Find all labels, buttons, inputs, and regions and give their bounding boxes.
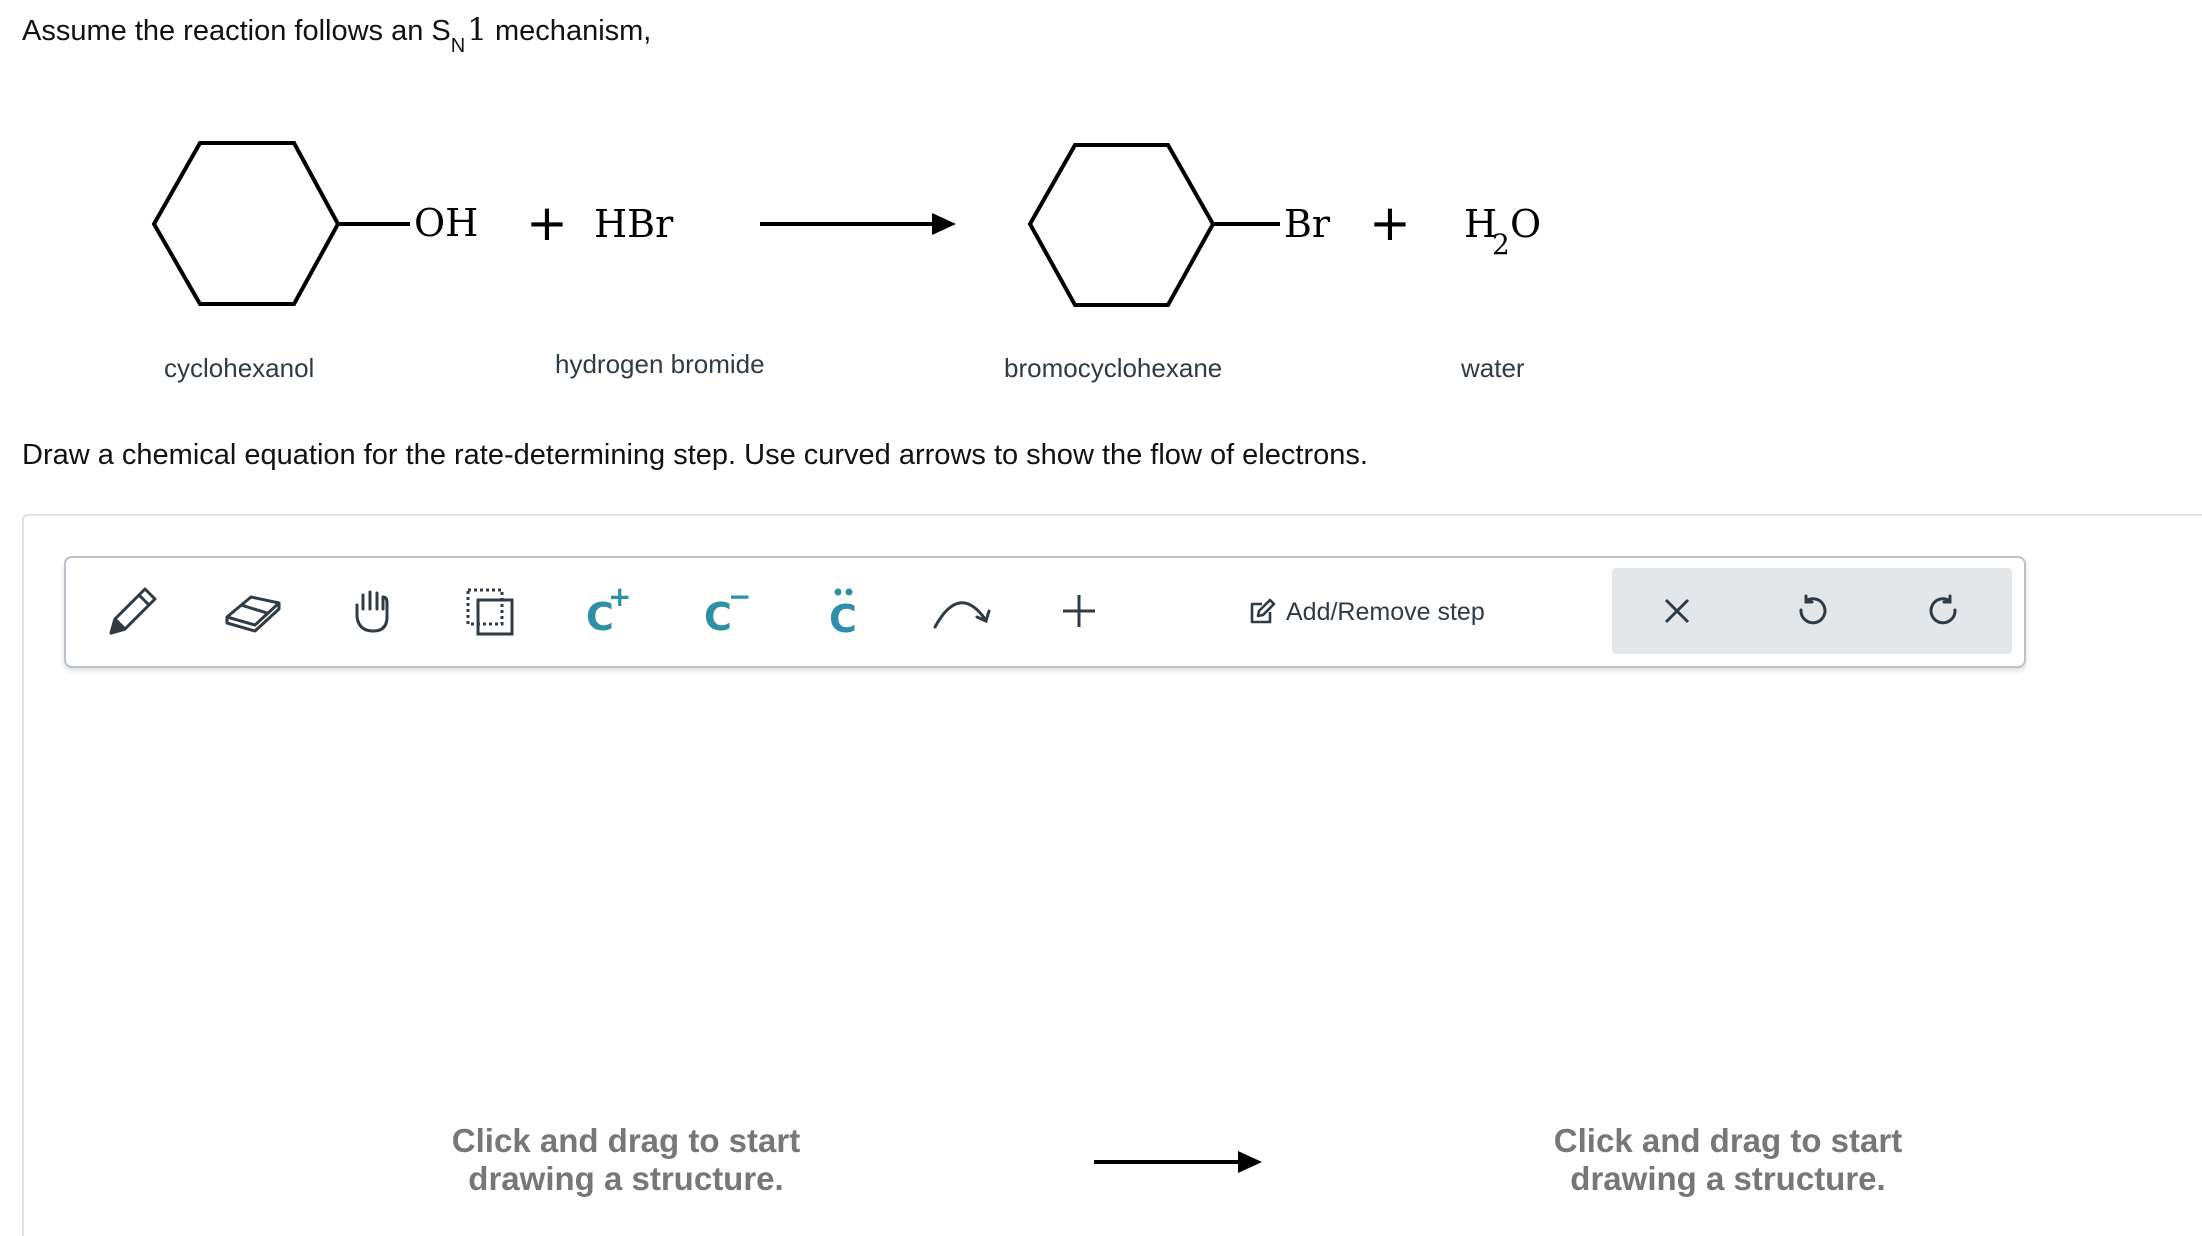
left-structure-area[interactable] <box>406 1122 846 1198</box>
redo-icon <box>1928 594 1962 628</box>
anion-icon <box>698 580 752 639</box>
right-prompt-line2: drawing a structure. <box>1570 1160 1886 1197</box>
plus-tool[interactable] <box>1044 576 1114 646</box>
water-formula <box>1464 202 1541 261</box>
bromocyclohexane-structure <box>1030 145 1280 305</box>
hand-tool[interactable] <box>336 576 406 646</box>
label-bromocyclohexane: bromocyclohexane <box>1004 353 1223 383</box>
action-group <box>1612 568 2012 654</box>
reaction-arrow <box>760 213 956 235</box>
add-remove-step-button[interactable] <box>1248 584 1485 640</box>
water-h: H <box>1464 202 1498 246</box>
lone-pair-glyph: C <box>829 597 857 641</box>
undo-button[interactable] <box>1776 576 1846 646</box>
eraser-icon <box>223 589 283 633</box>
right-structure-area[interactable] <box>1508 1122 1948 1198</box>
add-remove-step-label: Add/Remove step <box>1286 597 1485 626</box>
plus-icon <box>1059 591 1099 631</box>
cation-mark: + <box>608 580 632 613</box>
step-arrow <box>1090 1148 1270 1178</box>
left-prompt-line2: drawing a structure. <box>468 1160 784 1197</box>
clear-button[interactable] <box>1642 576 1712 646</box>
hbr-formula: HBr <box>594 202 674 246</box>
cation-glyph: C <box>586 595 614 639</box>
water-o: O <box>1510 202 1542 246</box>
water-subscript: 2 <box>1492 228 1510 261</box>
undo-icon <box>1794 594 1828 628</box>
cation-icon <box>580 580 634 639</box>
label-cyclohexanol: cyclohexanol <box>164 353 315 383</box>
eraser-tool[interactable] <box>218 576 288 646</box>
intro-subscript: N <box>450 35 466 57</box>
curved-arrow-icon <box>929 589 993 633</box>
anion-glyph: C <box>704 595 732 639</box>
drawing-toolbar <box>64 556 2026 668</box>
anion-mark: − <box>728 580 752 613</box>
redo-button[interactable] <box>1910 576 1980 646</box>
lone-pair-icon <box>816 584 870 641</box>
intro-text <box>22 12 652 57</box>
pencil-icon <box>105 583 161 639</box>
label-hydrogen-bromide: hydrogen bromide <box>555 349 765 379</box>
plus-sign-2: + <box>1369 194 1411 252</box>
right-prompt-line1: Click and drag to start <box>1553 1122 1903 1159</box>
clear-icon <box>1662 596 1692 626</box>
lone-pair-tool[interactable] <box>808 576 878 646</box>
cation-tool[interactable] <box>572 576 642 646</box>
hydroxyl-group: OH <box>414 201 479 245</box>
cyclohexanol-structure <box>154 143 410 304</box>
label-water: water <box>1461 353 1525 383</box>
select-tool[interactable] <box>454 576 524 646</box>
plus-sign-1: + <box>526 194 568 252</box>
left-prompt-line1: Click and drag to start <box>451 1122 801 1159</box>
curved-arrow-tool[interactable] <box>926 576 996 646</box>
anion-tool[interactable] <box>690 576 760 646</box>
instruction-text: Draw a chemical equation for the rate-determining step. Use curved arrows to show the flow of electrons. <box>22 439 1368 471</box>
edit-icon <box>1248 598 1276 626</box>
bromine-group: Br <box>1284 202 1331 246</box>
intro-order: 1 <box>467 12 487 48</box>
select-icon <box>464 586 514 636</box>
pencil-tool[interactable] <box>98 576 168 646</box>
intro-suffix: mechanism, <box>486 15 652 47</box>
hand-icon <box>347 587 395 635</box>
intro-prefix: Assume the reaction follows an S <box>22 15 451 47</box>
